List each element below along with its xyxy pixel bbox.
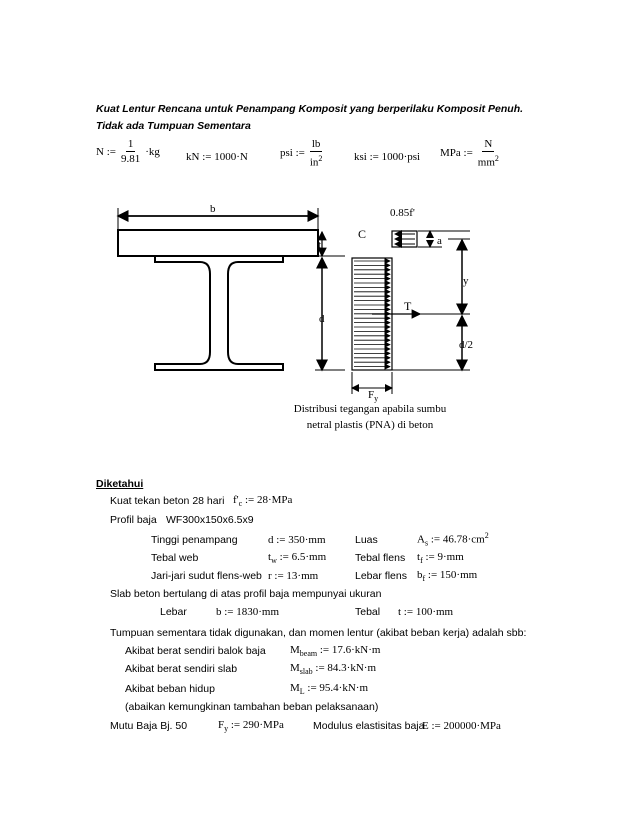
unit-MPa-numerator: N — [484, 138, 493, 150]
tinggi-label: Tinggi penampang — [151, 534, 238, 546]
unit-MPa-lhs: MPa := — [440, 147, 473, 160]
luas-label: Luas — [355, 534, 378, 546]
beam-label: Akibat berat sendiri balok baja — [125, 645, 266, 657]
profile-value: WF300x150x6.5x9 — [166, 514, 254, 526]
concrete-slab — [118, 230, 318, 256]
unit-MPa-denominator: mm — [477, 156, 495, 169]
jari-label: Jari-jari sudut flens-web — [151, 570, 262, 582]
label-t: t — [318, 239, 322, 251]
lebar-expression: b := 1830·mm — [216, 606, 280, 618]
title-line-2: Tidak ada Tumpuan Sementara — [96, 120, 251, 132]
fc-label: Kuat tekan beton 28 hari — [110, 495, 225, 507]
diagram-caption-line-2: netral plastis (PNA) di beton — [306, 419, 434, 431]
label-d: d — [319, 313, 325, 325]
mutu-expression: $F_y$ := 290·MPa — [218, 719, 284, 733]
section-heading-diketahui: Diketahui — [96, 478, 144, 490]
unit-MPa-exponent: 2 — [494, 154, 499, 163]
beam-expression: $M_{beam}$ := 17.6·kN·m — [290, 644, 381, 658]
mutu-label: Mutu Baja Bj. 50 — [110, 720, 188, 732]
web-expression: $t_w$ := 6.5·mm — [268, 551, 327, 565]
unit-ksi-definition: ksi := 1000·psi — [354, 151, 421, 163]
web-label: Tebal web — [151, 552, 199, 564]
unit-N-numerator: 1 — [127, 138, 134, 150]
diagram-caption-line-1: Distribusi tegangan apabila sumbu — [293, 403, 447, 415]
profile-label: Profil baja — [110, 514, 157, 526]
slab-label: Akibat berat sendiri slab — [125, 663, 238, 675]
tebal-expression: t := 100·mm — [398, 606, 454, 618]
label-C: C — [358, 227, 367, 241]
unit-psi-denominator: in — [309, 156, 319, 169]
luas-expression: $A_s$ := $46.78\cdot cm^2$ — [417, 531, 489, 548]
abaikan-line: (abaikan kemungkinan tambahan beban pelaksanaan) — [125, 701, 379, 713]
tebal-label: Tebal — [355, 606, 381, 618]
steel-i-beam — [155, 256, 283, 370]
label-T: T — [404, 299, 412, 313]
label-b: b — [210, 203, 216, 215]
unit-psi-exponent: 2 — [318, 154, 323, 163]
label-Fy: $F_y$ — [368, 389, 379, 403]
lebar-flens-expression: $b_f$ := 150·mm — [417, 569, 478, 583]
slab-line: Slab beton bertulang di atas profil baja mempunyai ukuran — [110, 588, 382, 600]
jari-expression: r := 13·mm — [268, 570, 319, 582]
label-y: y — [463, 275, 469, 287]
flens-label: Tebal flens — [355, 552, 406, 564]
hidup-expression: $M_L$ := 95.4·kN·m — [290, 682, 369, 696]
fc-expression: $f'_c$ := 28·MPa — [233, 494, 293, 508]
tumpuan-line: Tumpuan sementara tidak digunakan, dan momen lentur (akibat beban kerja) adalah sbb: — [110, 627, 527, 639]
unit-N-lhs: N := — [96, 145, 116, 158]
title-line-1: Kuat Lentur Rencana untuk Penampang Komposit yang berperilaku Komposit Penuh. — [96, 103, 524, 115]
unit-kN-definition: kN := 1000·N — [186, 151, 248, 163]
flens-expression: $t_f$ := 9·mm — [417, 551, 464, 565]
unit-psi-lhs: psi := — [280, 147, 305, 160]
label-085fc: 0.85f' — [390, 207, 415, 219]
unit-N-tail: ·kg — [145, 145, 160, 158]
slab-expression: $M_{slab}$ := 84.3·kN·m — [290, 662, 377, 676]
unit-psi-numerator: lb — [311, 138, 321, 150]
hidup-label: Akibat beban hidup — [125, 683, 215, 695]
label-a: a — [437, 235, 442, 247]
modulus-expression: E := 200000·MPa — [422, 720, 501, 732]
lebar-flens-label: Lebar flens — [355, 570, 407, 582]
unit-N-denominator: 9.81 — [120, 153, 141, 165]
tinggi-expression: d := 350·mm — [268, 534, 326, 546]
modulus-label: Modulus elastisitas baja — [313, 720, 425, 732]
label-d2: d/2 — [459, 339, 474, 351]
lebar-label: Lebar — [160, 606, 187, 618]
